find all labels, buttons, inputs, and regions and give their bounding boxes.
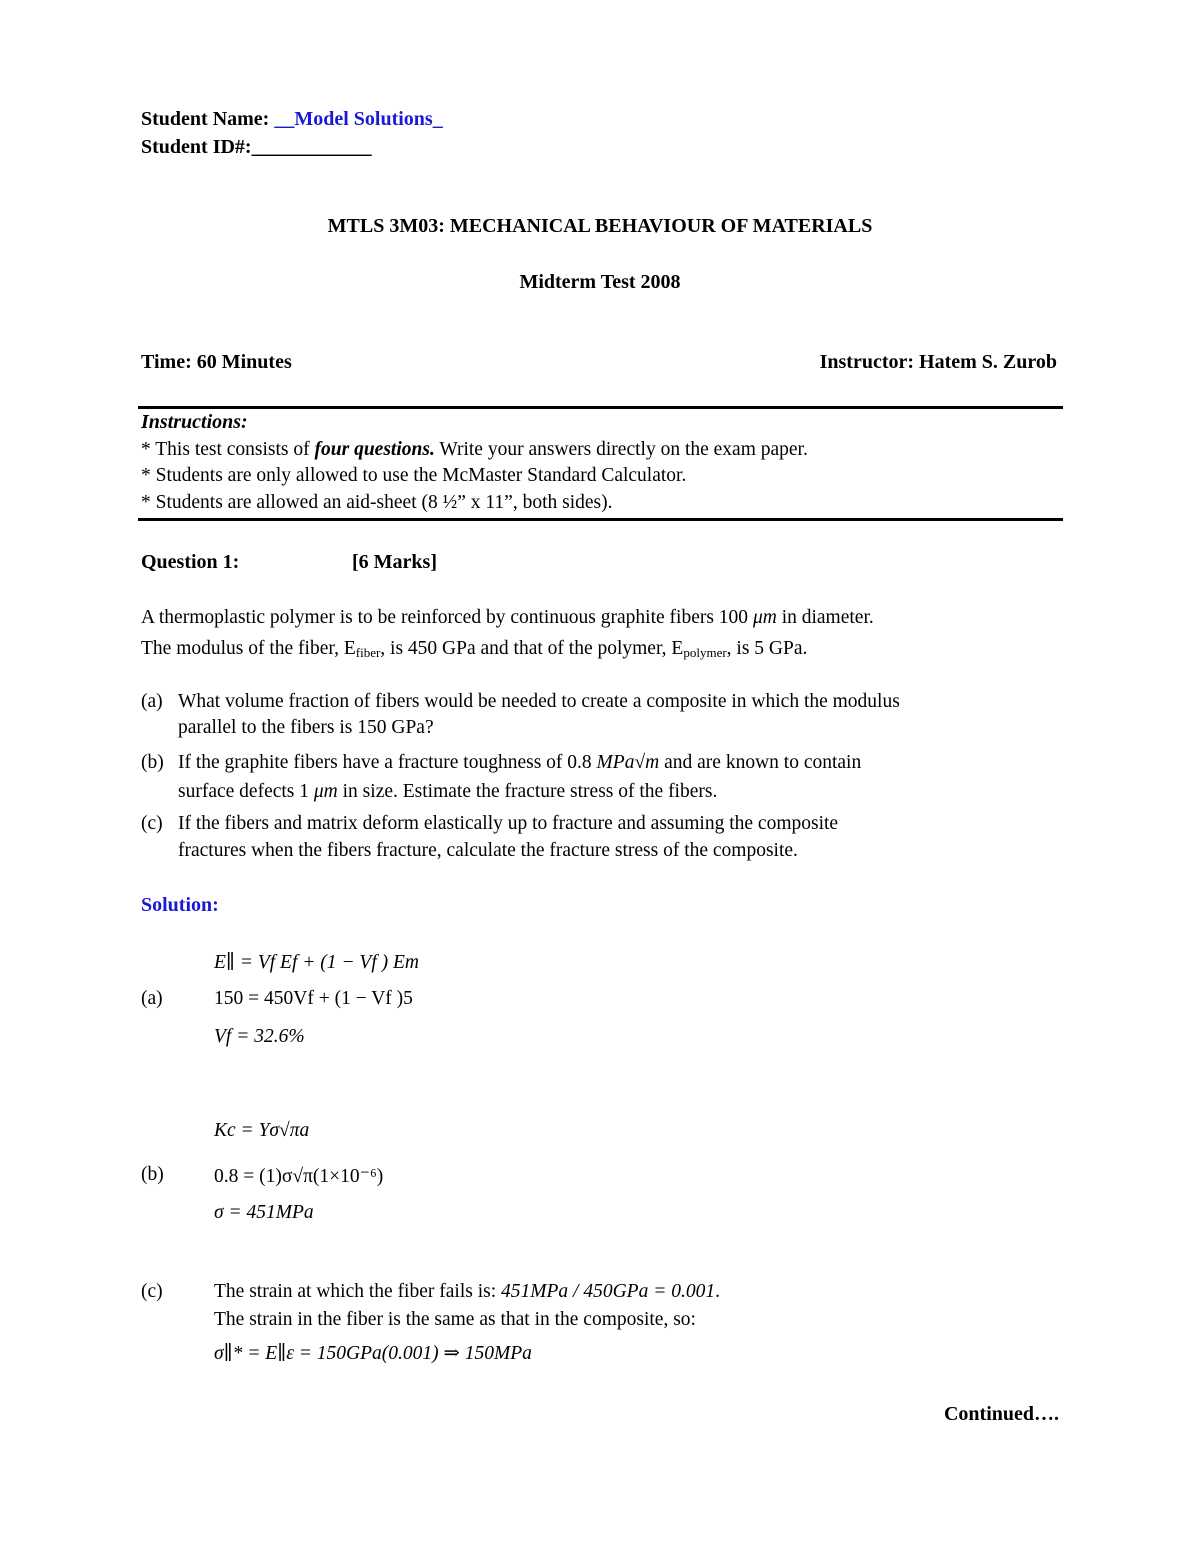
question-1-intro-line-2 — [141, 638, 807, 660]
part-b2-post: in size. Estimate the fracture stress of the fibers. — [337, 781, 718, 802]
instructor-label: Instructor: Hatem S. Zurob — [819, 351, 1057, 373]
solution-c-line-1 — [214, 1281, 720, 1303]
instructions-top-rule — [138, 406, 1063, 409]
instruction-line-3: * Students are allowed an aid-sheet (8 ½” x 11”, both sides). — [141, 492, 613, 513]
intro-2-c: , is 5 GPa. — [726, 638, 808, 659]
intro-2-sub-fiber: fiber — [355, 645, 381, 660]
solution-c-pre: The strain at which the fiber fails is: — [214, 1281, 501, 1302]
solution-b-eq-3: σ = 451MPa — [214, 1202, 314, 1223]
solution-a-eq-1: E∥ = Vf Ef + (1 − Vf ) Em — [214, 952, 419, 973]
student-name-value: __Model Solutions_ — [274, 108, 443, 130]
part-a-line-2: parallel to the fibers is 150 GPa? — [178, 717, 434, 738]
part-b2-pre: surface defects 1 — [178, 781, 314, 802]
part-b-label: (b) — [141, 752, 164, 773]
solution-c-label: (c) — [141, 1281, 163, 1302]
part-b-unit: MPa√m — [596, 752, 660, 773]
part-c-line-1: If the fibers and matrix deform elastically up to fracture and assuming the composite — [178, 813, 839, 834]
instructions-heading: Instructions: — [141, 411, 248, 433]
instruction-line-1-post: Write your answers directly on the exam paper. — [434, 439, 808, 460]
instruction-line-1-emphasis: four questions. — [314, 439, 435, 460]
solution-heading: Solution: — [141, 894, 219, 916]
solution-c-post: . — [715, 1281, 720, 1302]
instruction-line-1 — [141, 439, 808, 461]
question-1-intro-line-1 — [141, 607, 874, 629]
test-title: Midterm Test 2008 — [519, 271, 681, 293]
solution-b-eq-1: Kc = Yσ√πa — [214, 1120, 310, 1141]
part-c-line-2: fractures when the fibers fracture, calculate the fracture stress of the composite. — [178, 840, 798, 861]
part-b2-unit: μm — [313, 781, 338, 802]
solution-b-label: (b) — [141, 1164, 164, 1185]
intro-1-unit: μm — [752, 607, 777, 628]
course-title: MTLS 3M03: MECHANICAL BEHAVIOUR OF MATERIALS — [327, 215, 873, 237]
intro-2-sub-polymer: polymer — [683, 645, 727, 660]
intro-2-b: , is 450 GPa and that of the polymer, E — [380, 638, 684, 659]
student-name-line — [141, 108, 443, 131]
intro-2-a: The modulus of the fiber, E — [141, 638, 356, 659]
part-b-pre: If the graphite fibers have a fracture toughness of 0.8 — [178, 752, 597, 773]
continued-label: Continued…. — [943, 1403, 1059, 1425]
solution-c-math: 451MPa / 450GPa = 0.001 — [501, 1281, 716, 1302]
solution-a-eq-3: Vf = 32.6% — [214, 1026, 305, 1047]
part-b-line-2 — [178, 781, 717, 803]
instruction-line-2: * Students are only allowed to use the McMaster Standard Calculator. — [141, 465, 687, 486]
student-name-label: Student Name: — [141, 108, 270, 130]
part-c-label: (c) — [141, 813, 163, 834]
part-a-line-1: What volume fraction of fibers would be needed to create a composite in which the modulus — [178, 691, 900, 712]
part-a-label: (a) — [141, 691, 163, 712]
question-1-marks: [6 Marks] — [352, 551, 437, 573]
student-id-label: Student ID#: — [141, 136, 252, 158]
time-label: Time: 60 Minutes — [141, 351, 292, 373]
student-id-blank: ____________ — [251, 136, 372, 158]
intro-1-post: in diameter. — [776, 607, 874, 628]
part-b-line-1 — [178, 752, 861, 774]
solution-a-label: (a) — [141, 988, 163, 1009]
solution-c-eq: σ∥* = E∥ε = 150GPa(0.001) ⇒ 150MPa — [214, 1343, 532, 1364]
question-1-label: Question 1: — [141, 551, 240, 573]
solution-a-eq-2: 150 = 450Vf + (1 − Vf )5 — [214, 988, 413, 1009]
part-b-post: and are known to contain — [659, 752, 862, 773]
solution-b-eq-2: 0.8 = (1)σ√π(1×10⁻⁶) — [214, 1166, 384, 1187]
student-id-line — [141, 136, 372, 159]
solution-c-line-2: The strain in the fiber is the same as that in the composite, so: — [214, 1309, 696, 1330]
instructions-bottom-rule — [138, 518, 1063, 521]
instruction-line-1-pre: * This test consists of — [141, 439, 315, 460]
intro-1-pre: A thermoplastic polymer is to be reinforced by continuous graphite fibers 100 — [141, 607, 753, 628]
